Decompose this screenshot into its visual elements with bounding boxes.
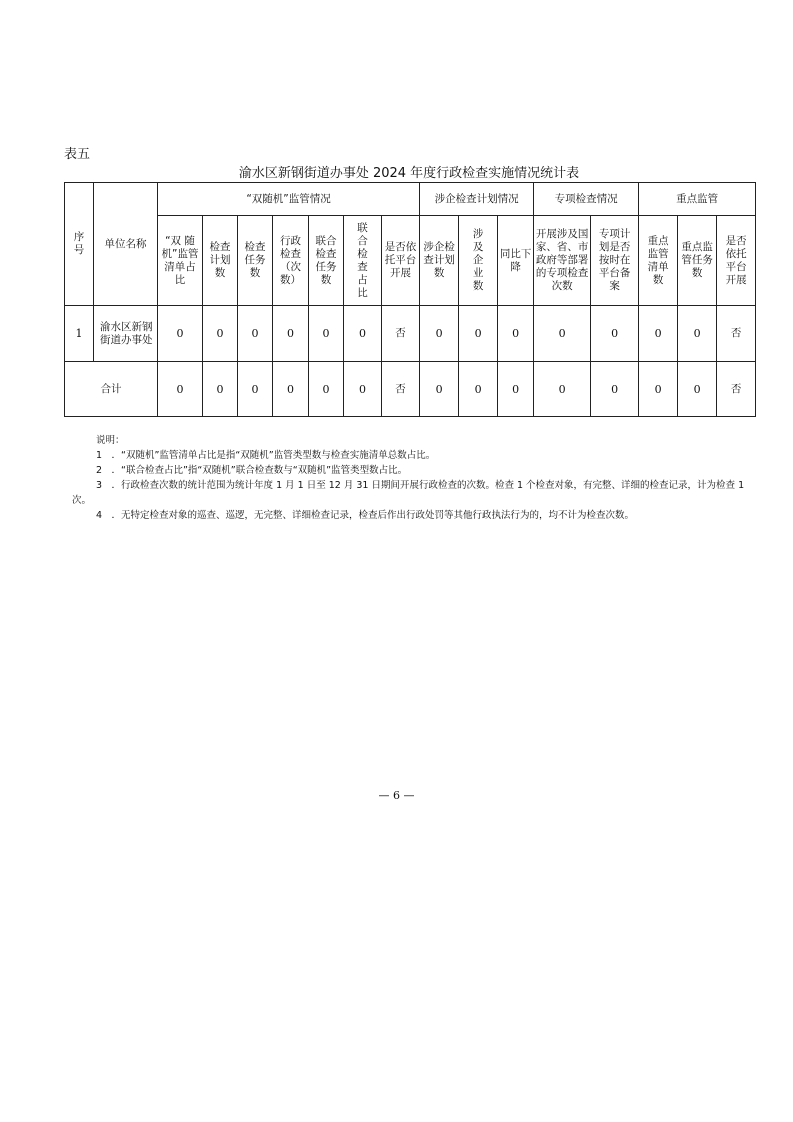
header-seq: 序号 — [65, 183, 94, 306]
header-row-2 — [65, 216, 756, 306]
header-col-task-count: 检查任务数 — [238, 216, 273, 306]
total-cell: 0 — [158, 362, 203, 417]
header-col-key-task: 重点监管任务数 — [678, 216, 717, 306]
total-cell: 0 — [273, 362, 309, 417]
header-col-enterprise-count: 涉及企业数 — [459, 216, 498, 306]
total-cell: 0 — [459, 362, 498, 417]
notes-title: 说明： — [96, 435, 125, 446]
row-cell: 0 — [203, 306, 238, 362]
row-cell: 0 — [498, 306, 534, 362]
statistics-table — [64, 182, 756, 417]
total-cell: 0 — [678, 362, 717, 417]
row-cell: 否 — [382, 306, 420, 362]
total-cell: 否 — [717, 362, 756, 417]
header-col-key-platform: 是否依托平台开展 — [717, 216, 756, 306]
total-cell: 0 — [639, 362, 678, 417]
header-col-inspection-times: 行政检查（次数） — [273, 216, 309, 306]
row-seq: 1 — [65, 306, 94, 362]
page-number: — 6 — — [378, 789, 415, 802]
header-group-enterprise: 涉企检查计划情况 — [420, 183, 534, 216]
header-row-1 — [65, 183, 756, 216]
total-cell: 0 — [309, 362, 344, 417]
note-item: 3 ．行政检查次数的统计范围为统计年度 1 月 1 日至 12 月 31 日期间开展行政检查的次数。检查 1 个检查对象，有完整、详细的检查记录，计为检查 1 次。 — [72, 480, 745, 506]
header-col-platform-random: 是否依托平台开展 — [382, 216, 420, 306]
header-col-key-list: 重点监管清单数 — [639, 216, 678, 306]
header-group-special: 专项检查情况 — [534, 183, 639, 216]
table-row — [65, 306, 756, 362]
total-cell: 0 — [420, 362, 459, 417]
table-label: 表五 — [64, 147, 91, 162]
header-col-yoy-decline: 同比下 降 — [498, 216, 534, 306]
header-unit: 单位名称 — [94, 183, 158, 306]
total-cell: 0 — [591, 362, 639, 417]
note-item: 2 ．“联合检查占比”指“双随机”联合检查数与“双随机”监管类型数占比。 — [96, 465, 408, 476]
total-cell: 否 — [382, 362, 420, 417]
header-col-special-count: 开展涉及国家、省、市政府等部署的专项检查次数 — [534, 216, 591, 306]
row-unit-name: 渝水区新钢街道办事处 — [94, 306, 158, 362]
row-cell: 0 — [591, 306, 639, 362]
header-col-plan-count: 检查计划数 — [203, 216, 238, 306]
total-cell: 0 — [498, 362, 534, 417]
header-col-joint-task: 联合检查任务数 — [309, 216, 344, 306]
total-cell: 0 — [203, 362, 238, 417]
table-title — [64, 162, 754, 181]
row-cell: 0 — [459, 306, 498, 362]
notes — [72, 433, 752, 523]
row-cell: 0 — [238, 306, 273, 362]
row-cell: 0 — [309, 306, 344, 362]
total-cell: 0 — [344, 362, 382, 417]
row-cell: 0 — [420, 306, 459, 362]
header-col-special-filed: 专项计划是否按时在平台备案 — [591, 216, 639, 306]
total-label: 合计 — [65, 362, 158, 417]
row-cell: 否 — [717, 306, 756, 362]
row-cell: 0 — [273, 306, 309, 362]
note-item: 4 ．无特定检查对象的巡查、巡逻，无完整、详细检查记录，检查后作出行政处罚等其他行政执法行为的，均不计为检查次数。 — [96, 510, 635, 521]
row-cell: 0 — [639, 306, 678, 362]
header-group-random: “双随机”监管情况 — [158, 183, 420, 216]
total-cell: 0 — [238, 362, 273, 417]
header-col-enterprise-plan: 涉企检查计划数 — [420, 216, 459, 306]
note-item: 1 ．“双随机”监管清单占比是指“双随机”监管类型数与检查实施清单总数占比。 — [96, 450, 436, 461]
header-group-key: 重点监管 — [639, 183, 756, 216]
row-cell: 0 — [158, 306, 203, 362]
total-row — [65, 362, 756, 417]
table-title-text: 渝水区新钢街道办事处 2024 年度行政检查实施情况统计表 — [238, 166, 580, 181]
row-cell: 0 — [678, 306, 717, 362]
header-col-random-ratio: “双 随机”监管清单占比 — [158, 216, 203, 306]
row-cell: 0 — [534, 306, 591, 362]
header-col-joint-ratio: 联合检查占比 — [344, 216, 382, 306]
row-cell: 0 — [344, 306, 382, 362]
total-cell: 0 — [534, 362, 591, 417]
